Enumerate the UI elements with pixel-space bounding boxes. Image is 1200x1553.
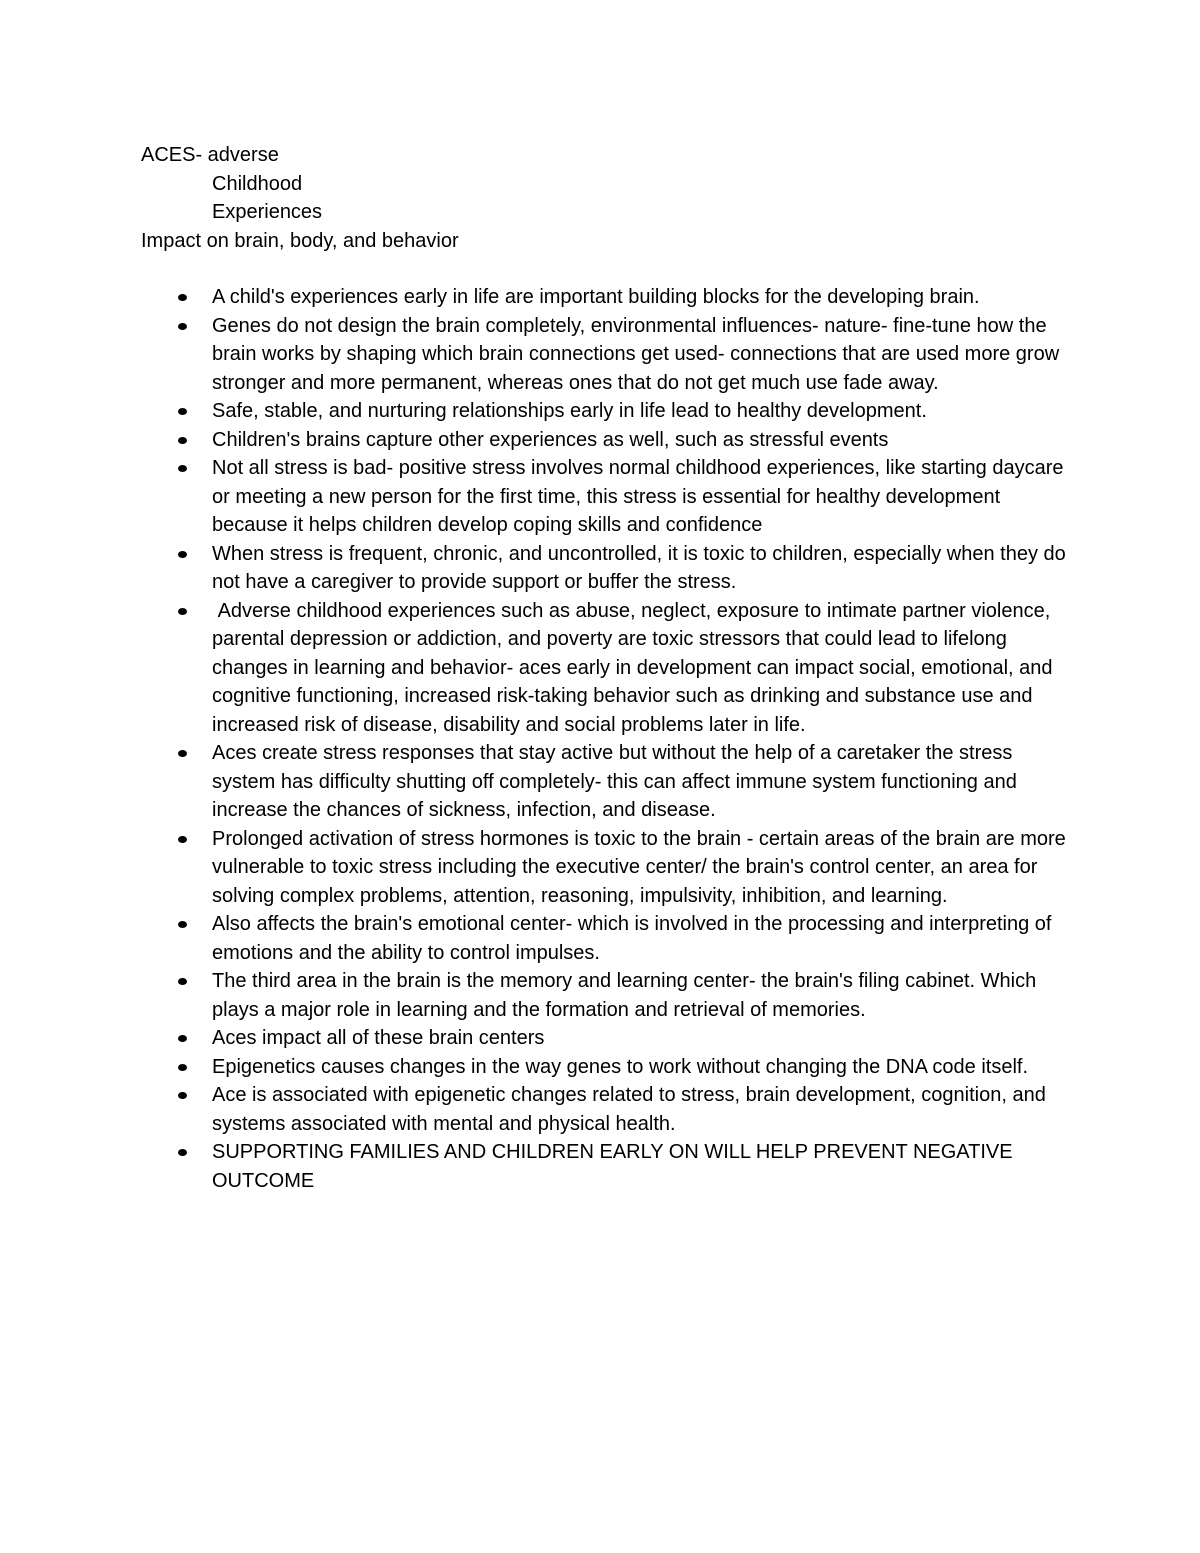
header-line-experiences: Experiences xyxy=(212,201,323,223)
list-item xyxy=(141,454,1066,540)
list-item-text: Not all stress is bad- positive stress involves normal childhood experiences, like starting daycare or meeting a new person for the first time, this stress is essential for healthy development because it helps children develop coping skills and confidence xyxy=(212,457,1064,536)
bullet-icon xyxy=(178,921,187,928)
list-item-text: Aces create stress responses that stay active but without the help of a caretaker the stress system has difficulty shutting off completely- this can affect immune system functioning and increase the chances of sickness, infection, and disease. xyxy=(212,742,1017,821)
list-item xyxy=(141,426,1066,455)
list-item xyxy=(141,825,1066,911)
list-item-text: Prolonged activation of stress hormones is toxic to the brain - certain areas of the brain are more vulnerable to toxic stress including the executive center/ the brain's control center, an area for solving complex problems, attention, reasoning, impulsivity, inhibition, and learning. xyxy=(212,827,1066,907)
header-line-aces: ACES- adverse xyxy=(141,144,279,166)
list-item xyxy=(141,397,1066,426)
bullet-icon xyxy=(178,1064,187,1071)
list-item-text: SUPPORTING FAMILIES AND CHILDREN EARLY ON WILL HELP PREVENT NEGATIVE OUTCOME xyxy=(212,1141,1013,1192)
list-item xyxy=(141,283,1066,312)
bullet-icon xyxy=(178,408,187,415)
list-item xyxy=(141,540,1066,597)
list-item xyxy=(141,910,1066,967)
header-line-childhood: Childhood xyxy=(212,172,303,195)
bullet-icon xyxy=(178,1149,187,1156)
list-item xyxy=(141,312,1066,398)
header-line-impact: Impact on brain, body, and behavior xyxy=(141,229,459,252)
list-item-text: Children's brains capture other experiences as well, such as stressful events xyxy=(212,428,889,451)
list-item-text: The third area in the brain is the memory and learning center- the brain's filing cabinet. Which plays a major role in learning and the formation and retrieval of memories. xyxy=(212,970,1037,1021)
list-item-text: When stress is frequent, chronic, and uncontrolled, it is toxic to children, especially when they do not have a caregiver to provide support or buffer the stress. xyxy=(212,542,1066,593)
list-item-text: Adverse childhood experiences such as abuse, neglect, exposure to intimate partner violence, parental depression or addiction, and poverty are toxic stressors that could lead to lifelong changes in learning and behavior- aces early in development can impact social, emotional, and cognitive functioning, increased risk-taking behavior such as drinking and substance use and increased risk of disease, disability and social problems later in life. xyxy=(212,599,1059,736)
bullet-icon xyxy=(178,1092,187,1099)
list-item xyxy=(141,967,1066,1024)
list-item-text: Ace is associated with epigenetic changes related to stress, brain development, cognition, and systems associated with mental and physical health. xyxy=(212,1084,1046,1135)
list-item-text: Genes do not design the brain completely, environmental influences- nature- fine-tune how the brain works by shaping which brain connections get used- connections that are used more grow stronger and more permanent, whereas ones that do not get much use fade away. xyxy=(212,314,1060,394)
bullet-icon xyxy=(178,323,187,330)
bullet-icon xyxy=(178,978,187,985)
list-item xyxy=(141,1138,1066,1195)
list-item-text: Epigenetics causes changes in the way genes to work without changing the DNA code itself. xyxy=(212,1055,1029,1078)
list-item-text: Safe, stable, and nurturing relationships early in life lead to healthy development. xyxy=(212,400,927,422)
list-item xyxy=(141,597,1066,740)
list-item xyxy=(141,1024,1066,1053)
bullet-icon xyxy=(178,750,187,757)
list-item-text: Aces impact all of these brain centers xyxy=(212,1027,545,1049)
list-item xyxy=(141,1081,1066,1138)
bullet-icon xyxy=(178,437,187,444)
list-item-text: A child's experiences early in life are important building blocks for the developing brain. xyxy=(212,286,980,308)
bullet-list xyxy=(141,283,1066,1195)
document-header xyxy=(141,141,1081,255)
bullet-icon xyxy=(178,551,187,558)
bullet-icon xyxy=(178,465,187,472)
bullet-icon xyxy=(178,608,187,615)
list-item-text: Also affects the brain's emotional center- which is involved in the processing and interpreting of emotions and the ability to control impulses. xyxy=(212,913,1052,964)
bullet-icon xyxy=(178,1035,187,1042)
bullet-icon xyxy=(178,836,187,843)
list-item xyxy=(141,739,1066,825)
bullet-icon xyxy=(178,294,187,301)
list-item xyxy=(141,1053,1066,1082)
